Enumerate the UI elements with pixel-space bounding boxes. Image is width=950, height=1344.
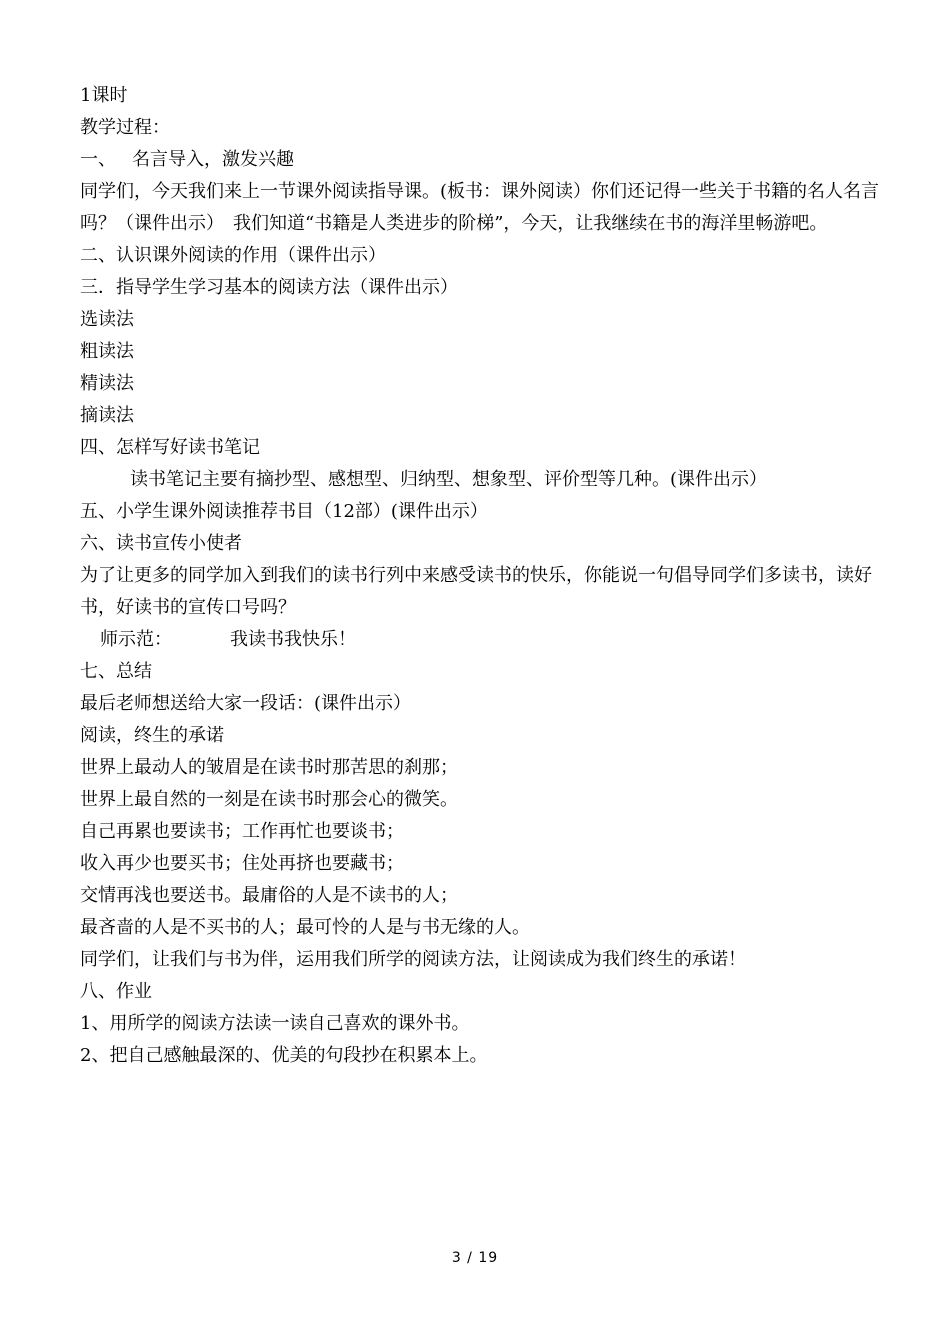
section-7-heading: 七、总结 xyxy=(80,661,152,682)
section-8-heading: 八、作业 xyxy=(80,981,152,1002)
section-1-heading xyxy=(80,144,880,176)
section-4-paragraph: 读书笔记主要有摘抄型、感想型、归纳型、想象型、评价型等几种。(课件出示） xyxy=(130,469,768,490)
section-5-heading: 五、小学生课外阅读推荐书目（12部）(课件出示） xyxy=(80,501,488,522)
demo-line xyxy=(80,624,880,656)
section-2-heading: 二、认识课外阅读的作用（课件出示） xyxy=(80,245,386,266)
document-body xyxy=(80,80,880,1072)
section-6-paragraph: 为了让更多的同学加入到我们的读书行列中来感受读书的快乐，你能说一句倡导同学们多读书，读好书，好读书的宣传口号吗？ xyxy=(80,565,872,618)
section-1-title: 名言导入，激发兴趣 xyxy=(132,149,294,170)
poem-line: 世界上最自然的一刻是在读书时那会心的微笑。 xyxy=(80,789,458,810)
section-7-intro: 最后老师想送给大家一段话：(课件出示） xyxy=(80,693,412,714)
poem-line: 最吝啬的人是不买书的人；最可怜的人是与书无缘的人。 xyxy=(80,917,530,938)
section-1-paragraph: 同学们，今天我们来上一节课外阅读指导课。(板书：课外阅读）你们还记得一些关于书籍的名人名言吗？（课件出示） 我们知道“书籍是人类进步的阶梯”，今天，让我继续在书的海洋里畅游吧。 xyxy=(80,181,880,234)
section-6-heading: 六、读书宣传小使者 xyxy=(80,533,242,554)
poem-line: 自己再累也要读书；工作再忙也要谈书； xyxy=(80,821,404,842)
section-3-heading: 三．指导学生学习基本的阅读方法（课件出示） xyxy=(80,277,458,298)
poem-line: 交情再浅也要送书。最庸俗的人是不读书的人； xyxy=(80,885,458,906)
demo-slogan: 我读书我快乐！ xyxy=(230,629,356,650)
poem-line: 收入再少也要买书；住处再挤也要藏书； xyxy=(80,853,404,874)
homework-item: 1、用所学的阅读方法读一读自己喜欢的课外书。 xyxy=(80,1013,470,1034)
page-number: 3 / 19 xyxy=(451,1250,499,1266)
method-item: 摘读法 xyxy=(80,405,134,426)
section-4-heading: 四、怎样写好读书笔记 xyxy=(80,437,260,458)
process-heading: 教学过程： xyxy=(80,117,170,138)
duration-line: 1课时 xyxy=(80,85,128,106)
method-item: 粗读法 xyxy=(80,341,134,362)
section-1-number: 一、 xyxy=(80,149,116,170)
demo-label: 师示范： xyxy=(100,629,172,650)
poem-line: 同学们，让我们与书为伴，运用我们所学的阅读方法，让阅读成为我们终生的承诺！ xyxy=(80,949,746,970)
method-item: 选读法 xyxy=(80,309,134,330)
homework-item: 2、把自己感触最深的、优美的句段抄在积累本上。 xyxy=(80,1045,488,1066)
method-item: 精读法 xyxy=(80,373,134,394)
poem-line: 世界上最动人的皱眉是在读书时那苦思的刹那； xyxy=(80,757,458,778)
poem-line: 阅读，终生的承诺 xyxy=(80,725,224,746)
